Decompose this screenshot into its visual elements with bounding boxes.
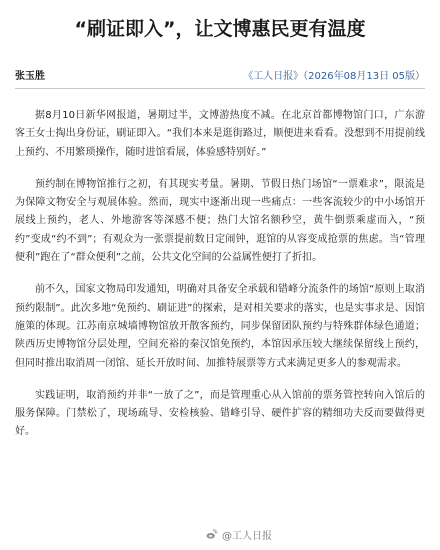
paragraph: 据8月10日新华网报道，暑期过半，文博游热度不减。在北京首都博物馆门口，广东游客王女士掏出身份证，刷证即入。“我们本来是逛街路过，顺便进来看看。没想到不用提前线上预约、不用繁琐操作，随时进馆看展，体验感特别好。” — [15, 110, 425, 158]
header-divider — [15, 88, 425, 89]
paragraph: 实践证明，取消预约并非“一放了之”，而是管理重心从入馆前的票务管控转向入馆后的服务保障。门禁松了，现场疏导、安检核验、错峰引导、硬件扩容的精细功夫反而要做得更好。 — [15, 389, 425, 438]
paragraph: 前不久，国家文物局印发通知，明确对具备安全承载和错峰分流条件的场馆“原则上取消预约限制”。此次多地“免预约、刷证进”的探索，是对相关要求的落实，也是实事求是、因馆施策的体现。江苏南京城墙博物馆放开散客预约，同步保留团队预约与特殊群体绿色通道；陕西历史博物馆分层处理，空间充裕的秦汉馆免预约，本馆因承压较大继续保留线上预约，但同时推出取消周一闭馆、延长开放时间、加推特展票等方式来满足更多人的参观需求。 — [15, 284, 425, 369]
watermark-text: @工人日报 — [222, 531, 272, 542]
weibo-icon — [205, 528, 218, 541]
source-watermark — [205, 527, 272, 542]
article-body — [15, 107, 425, 442]
article-source[interactable]: 《工人日报》（2026年08月13日 05版） — [243, 70, 425, 82]
article-title: “刷证即入”，让文博惠民更有温度 — [74, 18, 366, 40]
article-meta — [15, 66, 425, 82]
article-author: 张玉胜 — [15, 70, 45, 82]
paragraph: 预约制在博物馆推行之初，有其现实考量。暑期、节假日热门场馆“一票难求”，限流是为保障文物安全与观展体验。然而，现实中逐渐出现一些痛点：一些客流较少的中小场馆开展线上预约，老人、外地游客等深感不便；热门大馆名额秒空，黄牛倒票乘虚而入，“预约”变成“约不到”；有观众为一张票提前数日定闹钟，逛馆的从容变成抢票的焦虑。当“管理便利”跑在了“群众便利”之前，公共文化空间的公益属性便打了折扣。 — [15, 178, 425, 264]
